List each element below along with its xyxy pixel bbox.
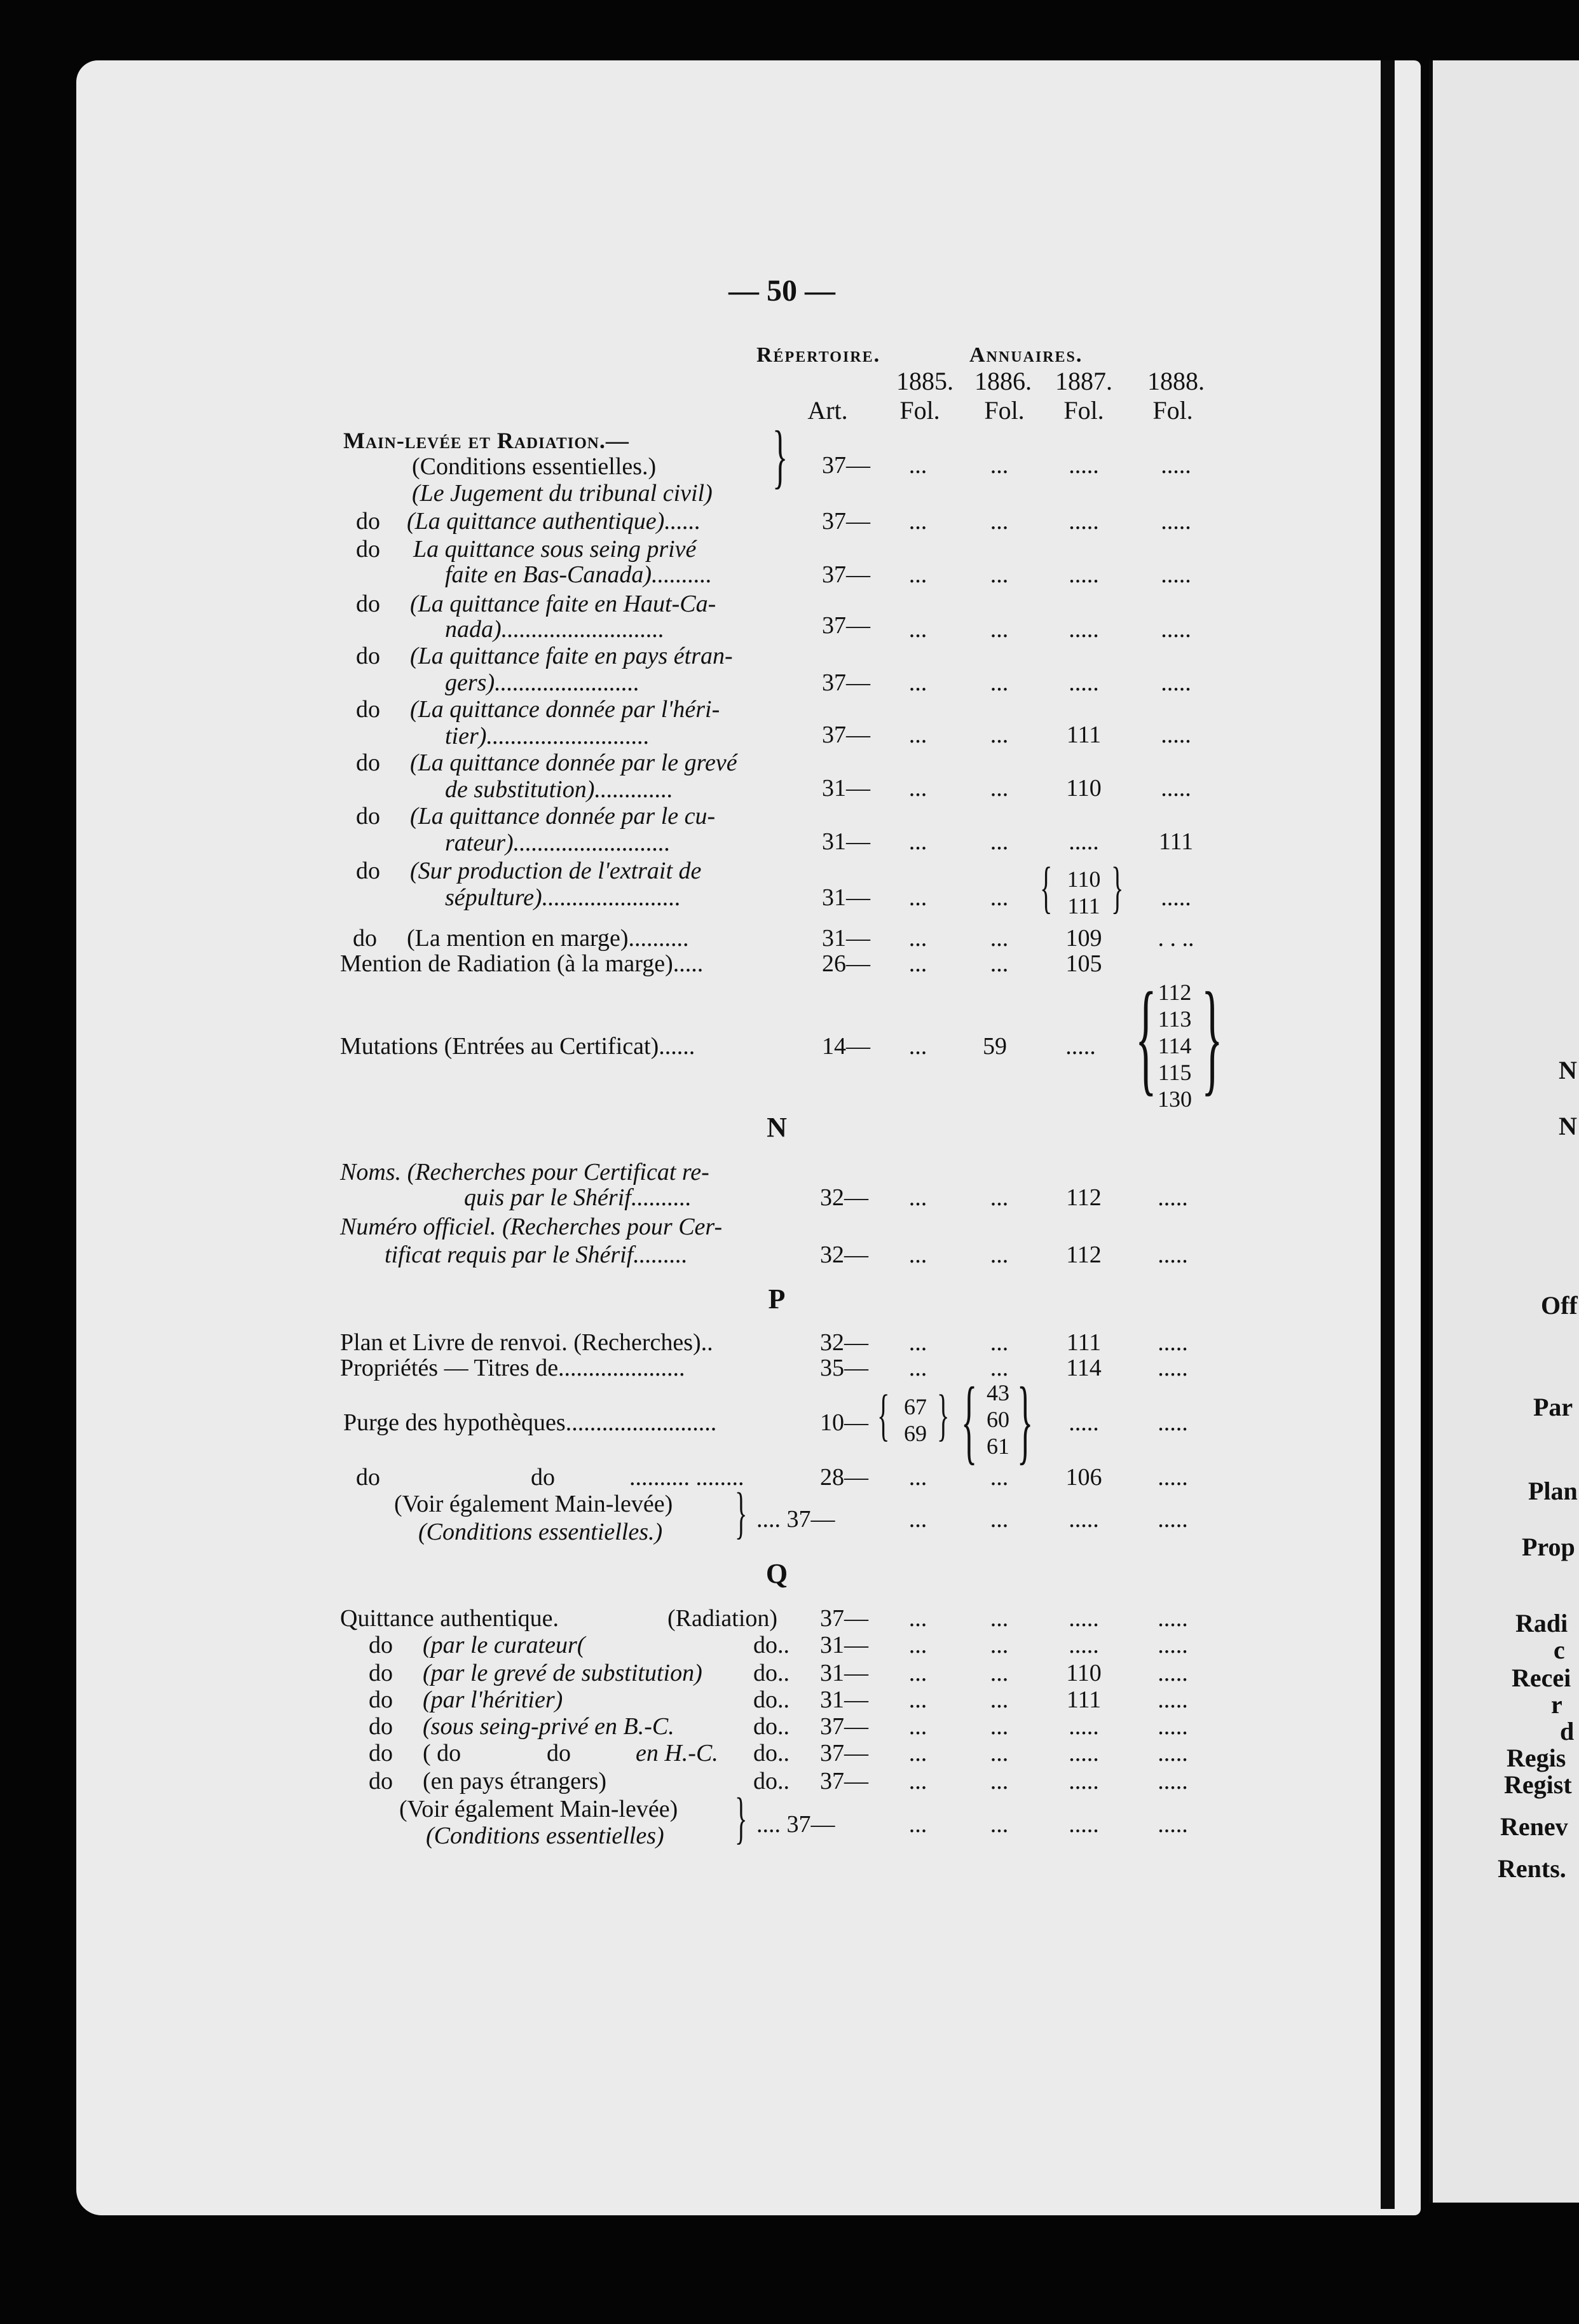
entry-label: (Radiation) <box>667 1605 778 1632</box>
art-cell: 31— <box>820 1632 868 1658</box>
fol-cell: ... <box>990 950 1009 977</box>
entry-label: Purge des hypothèques......................... <box>343 1409 717 1436</box>
brace: } <box>735 1482 748 1545</box>
fol-cell: 111 <box>1158 828 1194 855</box>
fol-cell: 110 <box>1067 866 1101 892</box>
entry-label: ( do <box>423 1740 461 1767</box>
fol-cell: ... <box>990 884 1009 911</box>
fol-cell: 115 <box>1158 1060 1192 1085</box>
fol-cell: ... <box>908 1768 927 1794</box>
left-page <box>76 60 1421 2215</box>
brace: } <box>1111 856 1124 919</box>
art-cell: 37— <box>822 669 870 696</box>
fol-cell: ... <box>908 775 927 802</box>
entry-label: (Conditions essentielles.) <box>412 453 657 480</box>
fol-cell: 130 <box>1158 1086 1192 1112</box>
fol-cell: ... <box>908 1686 927 1713</box>
brace: } <box>772 417 788 496</box>
fol-cell: ..... <box>1069 508 1099 535</box>
do-label: do <box>356 643 380 669</box>
leader-dots: .......... ........ <box>629 1464 744 1491</box>
art-cell: .... 37— <box>756 1811 835 1838</box>
entry-label: Numéro officiel. (Recherches pour Cer- <box>340 1213 723 1240</box>
entry-label: de substitution)............. <box>445 776 673 803</box>
fol-cell: ... <box>908 884 927 911</box>
entry-label: (Conditions essentielles) <box>426 1822 664 1849</box>
art-cell: 37— <box>822 452 870 479</box>
fol-stack <box>987 1379 1009 1459</box>
fol-cell: ... <box>908 1811 927 1838</box>
entry-label: (Voir également Main-levée) <box>394 1491 673 1517</box>
fol-cell: ..... <box>1158 1811 1188 1838</box>
fol-cell: ..... <box>1161 616 1191 643</box>
fol-cell: . . .. <box>1158 925 1194 952</box>
entry-label: (en pays étrangers) <box>423 1768 607 1794</box>
entry-label: (La quittance faite en Haut-Ca- <box>410 591 716 617</box>
art-cell: 37— <box>822 508 870 535</box>
right-fragment: d <box>1560 1717 1575 1746</box>
entry-label: quis par le Shérif.......... <box>464 1184 692 1211</box>
fol-cell: ..... <box>1158 1409 1188 1436</box>
fol-cell: 112 <box>1066 1241 1102 1268</box>
right-fragment: Regis <box>1507 1744 1566 1772</box>
art-cell: 26— <box>822 950 870 977</box>
do-label: do <box>356 591 380 617</box>
art-cell: 10— <box>820 1409 868 1436</box>
do-label: do <box>369 1686 393 1713</box>
fol-cell: ... <box>990 828 1009 855</box>
do-label: do.. <box>753 1686 790 1713</box>
do-label: do.. <box>753 1740 790 1767</box>
section-heading-q: Q <box>765 1558 788 1589</box>
fol-cell: ... <box>908 1605 927 1632</box>
art-cell: 35— <box>820 1355 868 1381</box>
fol-cell: ..... <box>1161 452 1191 479</box>
art-cell: 31— <box>822 828 870 855</box>
fol-cell: ..... <box>1069 1740 1099 1767</box>
year-1886: 1886. <box>974 367 1032 395</box>
brace: } <box>1201 967 1223 1107</box>
entry-label: faite en Bas-Canada).......... <box>445 561 713 588</box>
brace: } <box>937 1384 950 1447</box>
entry-label: (sous seing-privé en B.-C. <box>423 1713 674 1740</box>
fol-cell: ... <box>990 1506 1009 1533</box>
fol-cell: ..... <box>1158 1768 1188 1794</box>
fol-cell: ... <box>990 1464 1009 1491</box>
right-fragment: Rents. <box>1498 1854 1566 1883</box>
fol-cell: ..... <box>1065 1033 1096 1060</box>
fol-cell: ... <box>990 1184 1009 1211</box>
fol-cell: ..... <box>1069 1409 1099 1436</box>
section-heading-n: N <box>767 1112 787 1143</box>
art-cell: 37— <box>820 1740 868 1767</box>
header-annuaires: Annuaires. <box>969 343 1083 367</box>
do-label: do <box>547 1740 571 1767</box>
fol-cell: ... <box>990 1329 1009 1356</box>
fol-cell: ..... <box>1158 1184 1188 1211</box>
fol-cell: 111 <box>1066 1329 1102 1356</box>
fol-cell: ... <box>990 1740 1009 1767</box>
fol-cell: ... <box>908 1464 927 1491</box>
entry-label: (La quittance authentique)...... <box>407 508 701 535</box>
art-cell: 31— <box>822 884 870 911</box>
fol-cell: ... <box>990 669 1009 696</box>
do-label: do.. <box>753 1632 790 1658</box>
art-cell: 32— <box>820 1241 868 1268</box>
fol-cell: ... <box>990 1686 1009 1713</box>
fol-cell: ... <box>990 1811 1009 1838</box>
fol-cell: ... <box>990 1241 1009 1268</box>
do-label: do <box>369 1660 393 1686</box>
fol-cell: 43 <box>987 1380 1009 1405</box>
do-label: do.. <box>753 1713 790 1740</box>
fol-cell: ..... <box>1158 1355 1188 1381</box>
fol-cell: ... <box>908 1329 927 1356</box>
fol-cell: ..... <box>1069 452 1099 479</box>
art-cell: .... 37— <box>756 1506 835 1533</box>
art-cell: 31— <box>820 1686 868 1713</box>
fol-cell: ..... <box>1158 1660 1188 1686</box>
fol-cell: 67 <box>904 1394 927 1419</box>
entry-label: (Conditions essentielles.) <box>418 1519 663 1545</box>
do-label: do <box>356 696 380 723</box>
do-label: do <box>356 508 380 535</box>
fol-cell: ... <box>908 1033 927 1060</box>
fol-cell: ..... <box>1158 1713 1188 1740</box>
entry-label: (La quittance donnée par l'héri- <box>410 696 720 723</box>
entry-label: nada)........................... <box>445 616 665 643</box>
art-cell: 37— <box>820 1768 868 1794</box>
fol-cell: ... <box>990 561 1009 588</box>
fol-cell: ... <box>908 1506 927 1533</box>
do-label: do <box>531 1464 555 1491</box>
art-cell: 32— <box>820 1184 868 1211</box>
art-cell: 37— <box>820 1605 868 1632</box>
fol-cell: ..... <box>1161 884 1191 911</box>
do-label: do <box>369 1713 393 1740</box>
fol-cell: ... <box>908 1713 927 1740</box>
fol-cell: 110 <box>1066 775 1102 802</box>
right-fragment: Plan <box>1528 1477 1578 1505</box>
fol-cell: ... <box>908 828 927 855</box>
fol-cell: 61 <box>987 1433 1009 1459</box>
fol-cell: ... <box>908 669 927 696</box>
fol-cell: ... <box>990 721 1009 748</box>
do-label: do <box>356 536 380 563</box>
right-fragment: r <box>1551 1690 1562 1719</box>
do-label: do <box>369 1740 393 1767</box>
fol-cell: ..... <box>1069 1713 1099 1740</box>
entry-label: (Sur production de l'extrait de <box>410 858 702 884</box>
fol-stack <box>1067 866 1101 919</box>
fol-cell: ..... <box>1158 1464 1188 1491</box>
entry-label: (La quittance donnée par le cu- <box>410 803 716 830</box>
art-cell: 31— <box>822 775 870 802</box>
do-label: do <box>353 925 377 952</box>
entry-label: Propriétés — Titres de..................... <box>340 1355 685 1381</box>
right-fragment: Recei <box>1512 1664 1571 1692</box>
fol-cell: 106 <box>1065 1464 1102 1491</box>
entry-label: (La mention en marge).......... <box>407 925 689 952</box>
fol-cell: ... <box>908 561 927 588</box>
entry-label: tificat requis par le Shérif......... <box>385 1241 688 1268</box>
art-cell: 32— <box>820 1329 868 1356</box>
fol-cell: ... <box>990 1355 1009 1381</box>
fol-cell: 111 <box>1067 893 1100 919</box>
art-cell: 14— <box>822 1033 870 1060</box>
fol-cell: ... <box>990 1713 1009 1740</box>
do-label: do <box>369 1632 393 1658</box>
col-fol-1888: Fol. <box>1152 396 1193 425</box>
fol-stack <box>1158 979 1192 1112</box>
entry-label: sépulture)....................... <box>445 884 681 911</box>
fol-cell: ... <box>990 775 1009 802</box>
fol-cell: ..... <box>1158 1740 1188 1767</box>
col-fol-1887: Fol. <box>1063 396 1104 425</box>
fol-cell: ... <box>908 452 927 479</box>
do-label: do <box>356 1464 380 1491</box>
fol-cell: 111 <box>1066 1686 1102 1713</box>
fol-cell: ..... <box>1158 1686 1188 1713</box>
brace: { <box>1040 856 1053 919</box>
brace: { <box>1135 967 1157 1107</box>
fol-cell: ..... <box>1158 1506 1188 1533</box>
fol-cell: ..... <box>1069 561 1099 588</box>
fol-cell: ..... <box>1161 508 1191 535</box>
fol-cell: 105 <box>1065 950 1102 977</box>
do-label: do.. <box>753 1660 790 1686</box>
fol-stack <box>904 1393 927 1447</box>
year-1887: 1887. <box>1055 367 1112 395</box>
fol-cell: ..... <box>1069 1811 1099 1838</box>
entry-label: Noms. (Recherches pour Certificat re- <box>340 1159 709 1186</box>
fol-cell: ..... <box>1158 1605 1188 1632</box>
right-fragment: N <box>1559 1056 1577 1084</box>
fol-cell: 60 <box>987 1407 1009 1432</box>
fol-cell: ..... <box>1069 1768 1099 1794</box>
right-fragment: c <box>1554 1636 1565 1664</box>
header-repertoire: Répertoire. <box>756 343 881 367</box>
entry-label: Mutations (Entrées au Certificat)...... <box>340 1033 695 1060</box>
fol-cell: ... <box>990 1605 1009 1632</box>
fol-cell: ... <box>908 616 927 643</box>
right-fragment: Regist <box>1504 1770 1572 1799</box>
entry-label: Quittance authentique. <box>340 1605 559 1632</box>
year-1885: 1885. <box>896 367 954 395</box>
fol-cell: ... <box>990 1632 1009 1658</box>
right-fragment: Par <box>1533 1393 1573 1421</box>
entry-label: (par le curateur( <box>423 1632 585 1658</box>
fol-cell: ... <box>908 1355 927 1381</box>
fol-cell: ..... <box>1161 775 1191 802</box>
entry-label: Plan et Livre de renvoi. (Recherches).. <box>340 1329 713 1356</box>
fol-cell: 112 <box>1158 980 1192 1005</box>
art-cell: 37— <box>822 721 870 748</box>
fol-cell: ... <box>990 925 1009 952</box>
entry-label: (La quittance donnée par le grevé <box>410 749 737 776</box>
fol-cell: ..... <box>1161 721 1191 748</box>
book-spine <box>1381 60 1395 2209</box>
fol-cell: ... <box>990 616 1009 643</box>
right-fragment: Off <box>1541 1291 1578 1320</box>
fol-cell: 110 <box>1066 1660 1102 1686</box>
brace: } <box>1017 1368 1034 1473</box>
fol-cell: 112 <box>1066 1184 1102 1211</box>
fol-cell: ... <box>908 1660 927 1686</box>
fol-cell: ... <box>990 1768 1009 1794</box>
section-heading-p: P <box>768 1283 786 1315</box>
fol-cell: 114 <box>1158 1033 1192 1058</box>
do-label: do <box>356 858 380 884</box>
fol-cell: ... <box>908 950 927 977</box>
entry-label: gers)........................ <box>445 669 640 696</box>
col-art: Art. <box>807 396 848 425</box>
art-cell: 37— <box>820 1713 868 1740</box>
fol-cell: ... <box>908 1632 927 1658</box>
fol-cell: ..... <box>1161 561 1191 588</box>
entry-label: La quittance sous seing privé <box>413 536 697 563</box>
fol-cell: ..... <box>1158 1241 1188 1268</box>
entry-label: rateur).......................... <box>445 830 671 856</box>
right-fragment: Prop <box>1522 1533 1575 1561</box>
fol-cell: ..... <box>1158 1632 1188 1658</box>
entry-label: (Le Jugement du tribunal civil) <box>412 480 713 507</box>
do-label: do <box>356 749 380 776</box>
entry-label: Mention de Radiation (à la marge)..... <box>340 950 704 977</box>
fol-cell: ... <box>908 1184 927 1211</box>
fol-cell: ..... <box>1069 1506 1099 1533</box>
brace: } <box>735 1787 748 1850</box>
art-cell: 37— <box>822 612 870 639</box>
fol-cell: ... <box>990 452 1009 479</box>
right-fragment: Renev <box>1500 1812 1568 1841</box>
art-cell: 28— <box>820 1464 868 1491</box>
fol-cell: ... <box>990 508 1009 535</box>
entry-label: Main-levée et Radiation.— <box>343 428 629 453</box>
fol-cell: ..... <box>1158 1329 1188 1356</box>
fol-cell: 113 <box>1158 1006 1192 1032</box>
page-number: — 50 — <box>728 274 835 308</box>
do-label: do.. <box>753 1768 790 1794</box>
fol-cell: 59 <box>983 1033 1007 1060</box>
fol-cell: ... <box>908 1740 927 1767</box>
brace: { <box>961 1368 978 1473</box>
year-1888: 1888. <box>1147 367 1205 395</box>
fol-cell: ... <box>908 508 927 535</box>
col-fol-1885: Fol. <box>899 396 940 425</box>
art-cell: 37— <box>822 561 870 588</box>
entry-label: (Voir également Main-levée) <box>399 1796 678 1822</box>
fol-cell: ... <box>990 1660 1009 1686</box>
fol-cell: ..... <box>1069 828 1099 855</box>
fol-cell: ..... <box>1069 616 1099 643</box>
entry-label: en H.-C. <box>636 1740 718 1767</box>
fol-cell: ..... <box>1069 1632 1099 1658</box>
col-fol-1886: Fol. <box>984 396 1025 425</box>
right-fragment: Radi <box>1515 1609 1568 1637</box>
fol-cell: 111 <box>1066 721 1102 748</box>
fol-cell: 114 <box>1066 1355 1102 1381</box>
do-label: do <box>356 803 380 830</box>
fol-cell: 109 <box>1065 925 1102 952</box>
fol-cell: ..... <box>1069 1605 1099 1632</box>
fol-cell: ... <box>908 925 927 952</box>
fol-cell: 69 <box>904 1421 927 1446</box>
entry-label: (La quittance faite en pays étran- <box>410 643 733 669</box>
do-label: do <box>369 1768 393 1794</box>
fol-cell: ..... <box>1069 669 1099 696</box>
fol-cell: ... <box>908 721 927 748</box>
brace: { <box>877 1384 890 1447</box>
art-cell: 31— <box>822 925 870 952</box>
right-fragment: N <box>1559 1112 1577 1140</box>
entry-label: tier)........................... <box>445 723 650 749</box>
art-cell: 31— <box>820 1660 868 1686</box>
fol-cell: ... <box>908 1241 927 1268</box>
entry-label: (par le grevé de substitution) <box>423 1660 702 1686</box>
entry-label: (par l'héritier) <box>423 1686 563 1713</box>
fol-cell: ..... <box>1161 669 1191 696</box>
